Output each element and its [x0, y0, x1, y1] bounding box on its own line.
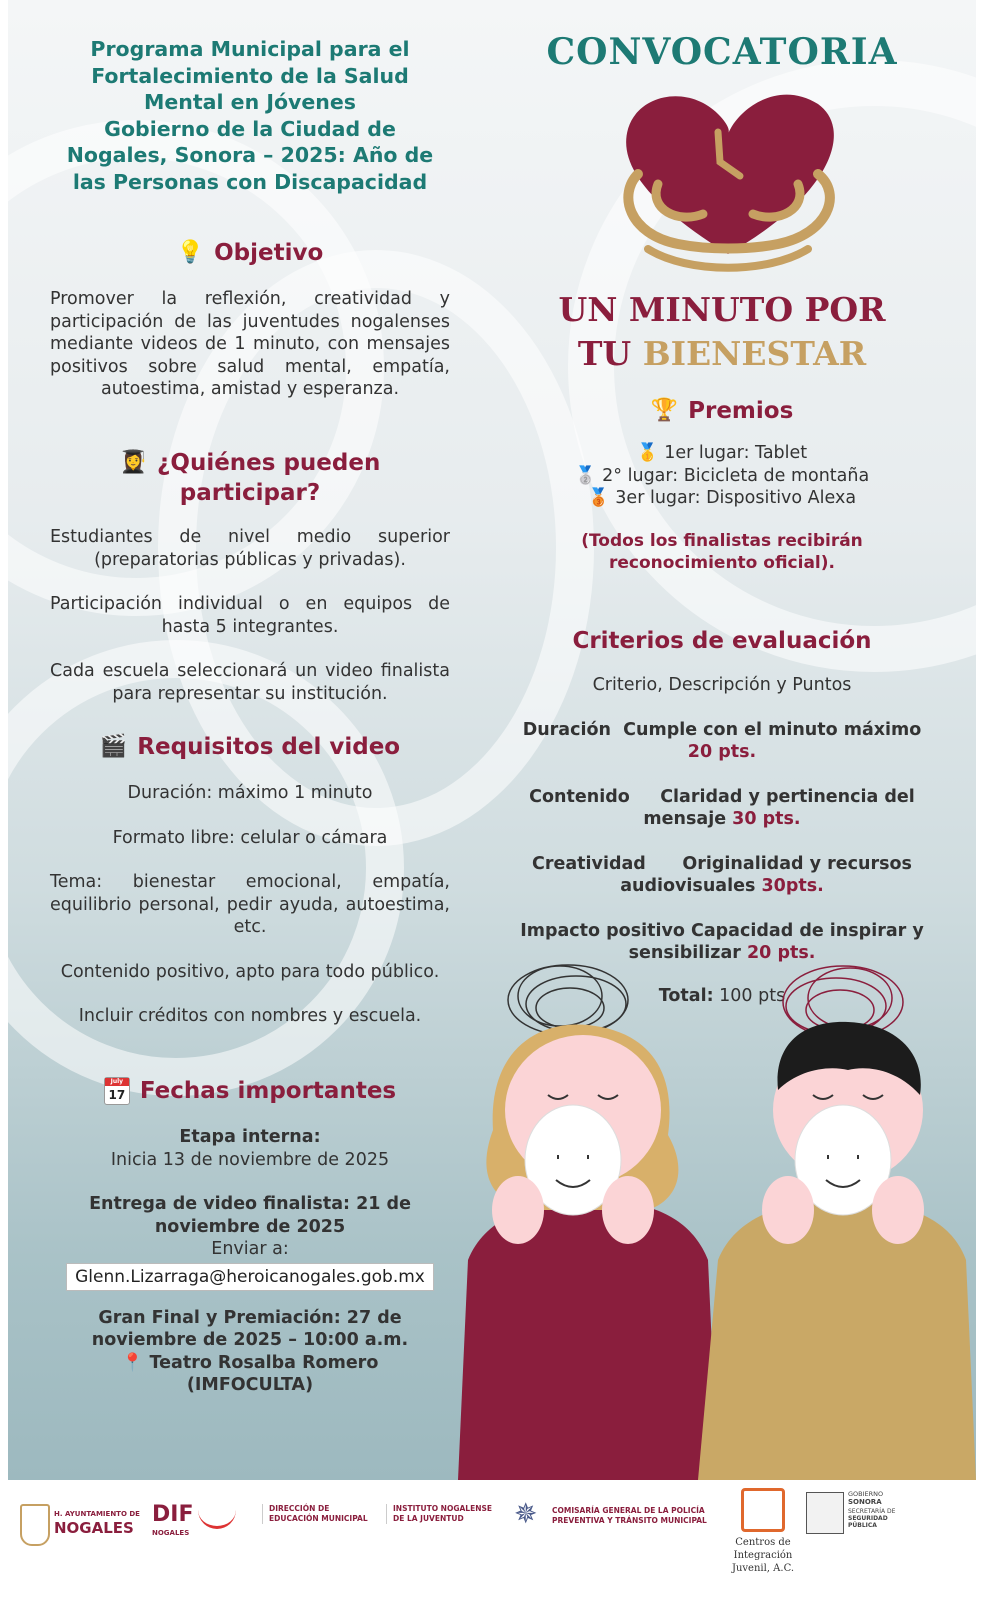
- premio-tercero: [494, 487, 950, 510]
- criterio-name: Creatividad: [532, 853, 646, 874]
- program-line: Programa Municipal para el: [90, 37, 410, 61]
- juventud-line1: INSTITUTO NOGALENSE: [393, 1504, 493, 1513]
- criterio-impacto: [494, 920, 950, 965]
- police-star-icon: ✵: [514, 1497, 538, 1530]
- policia-logo: [514, 1498, 724, 1538]
- footer-logos: [0, 1480, 984, 1600]
- requisito-formato: Formato libre: celular o cámara: [112, 827, 388, 848]
- criterios-subtitle: Criterio, Descripción y Puntos: [592, 675, 852, 695]
- dif-small: NOGALES: [152, 1529, 190, 1537]
- fechas-title: [50, 1076, 450, 1106]
- participantes-p1: Estudiantes de nivel medio superior (preparatorias públicas y privadas).: [50, 527, 450, 570]
- ayuntamiento-shield-icon: [20, 1504, 50, 1546]
- final-line2: noviembre de 2025 – 10:00 a.m.: [91, 1330, 409, 1350]
- cij-line2: Integración: [733, 1550, 793, 1561]
- policia-line1: COMISARÍA GENERAL DE LA POLICÍA: [552, 1506, 705, 1515]
- program-line: las Personas con Discapacidad: [72, 169, 428, 194]
- trophy-icon: 🏆: [650, 398, 679, 423]
- criterio-desc: Capacidad de inspirar y: [691, 920, 924, 941]
- sonora-line3: SECRETARÍA DE: [848, 1508, 896, 1515]
- entrega-line2: noviembre de 2025: [154, 1216, 346, 1237]
- criterio-creatividad: [494, 853, 950, 898]
- ayuntamiento-small: H. AYUNTAMIENTO DE: [54, 1510, 140, 1518]
- program-line: Nogales, Sonora – 2025: Año de: [66, 143, 434, 167]
- policia-line2: PREVENTIVA Y TRÁNSITO MUNICIPAL: [552, 1516, 707, 1525]
- student-icon: 👩‍🎓: [119, 450, 148, 475]
- program-line: Gobierno de la Ciudad de: [104, 116, 396, 141]
- campaign-line2-bienestar: BIENESTAR: [642, 334, 867, 373]
- premio-primero-text: 1er lugar: Tablet: [664, 443, 808, 463]
- sonora-line4: SEGURIDAD: [848, 1515, 888, 1522]
- sonora-shield-icon: [806, 1492, 844, 1534]
- criterio-desc: Originalidad y recursos: [682, 853, 912, 874]
- heart-hug-icon: [608, 84, 848, 280]
- sonora-line5: PÚBLICA: [848, 1522, 877, 1529]
- premio-tercero-text: 3er lugar: Dispositivo Alexa: [615, 488, 857, 508]
- criterio-name: Impacto positivo: [520, 920, 685, 941]
- criterio-duracion: [494, 719, 950, 764]
- premios-title-text: Premios: [688, 398, 794, 424]
- objetivo-text: Promover la reflexión, creatividad y participación de las juventudes nogalenses mediante videos de 1 minuto, con mensajes positivos sobre salud mental, empatía, autoestima, amistad y esperanza.: [50, 289, 450, 399]
- requisitos-title-text: Requisitos del video: [137, 734, 401, 760]
- participantes-title-line1: ¿Quiénes pueden: [157, 450, 381, 476]
- dif-text: DIF: [152, 1502, 194, 1527]
- criterio-desc: mensaje: [643, 809, 733, 829]
- criterio-desc: sensibilizar: [628, 943, 747, 963]
- program-line: Fortalecimiento de la Salud: [91, 63, 409, 88]
- lugar-name: Teatro Rosalba Romero: [149, 1352, 379, 1373]
- campaign-line1: UN MINUTO POR: [558, 290, 886, 329]
- objetivo-title-text: Objetivo: [214, 240, 324, 266]
- email-container: [50, 1263, 450, 1291]
- final-line1: Gran Final y Premiación: 27 de: [98, 1307, 402, 1328]
- email-link[interactable]: Glenn.Lizarraga@heroicanogales.gob.mx: [66, 1263, 434, 1291]
- cij-logo: [730, 1488, 796, 1592]
- campaign-title: [494, 288, 950, 376]
- educacion-logo: [262, 1504, 385, 1524]
- objetivo-title: [50, 238, 450, 268]
- educacion-line2: EDUCACIÓN MUNICIPAL: [269, 1514, 368, 1523]
- sonora-line2: SONORA: [848, 1498, 882, 1506]
- fechas-section: [50, 1076, 450, 1397]
- premios-nota-line1: (Todos los finalistas recibirán: [581, 530, 863, 551]
- premios-nota-line2: reconocimiento oficial).: [609, 553, 835, 573]
- sonora-line1: GOBIERNO: [848, 1490, 884, 1498]
- premios-nota: [494, 530, 950, 575]
- scribble-left: [508, 965, 628, 1035]
- lugar-line1: [50, 1352, 450, 1375]
- criterio-pts: 30 pts.: [732, 809, 801, 829]
- requisito-tema: Tema: bienestar emocional, empatía, equilibrio personal, pedir ayuda, autoestima, etc.: [50, 872, 450, 937]
- lightbulb-icon: 💡: [176, 240, 205, 265]
- campaign-line2-tu: TU: [577, 334, 643, 373]
- premios-title: [494, 396, 950, 426]
- criterio-desc: audiovisuales: [620, 876, 762, 896]
- gold-medal-icon: 🥇: [636, 443, 659, 463]
- entrega-line1: Entrega de video finalista: 21 de: [89, 1194, 411, 1214]
- lugar-line2: (IMFOCULTA): [186, 1375, 314, 1395]
- calendar-icon: [104, 1077, 130, 1105]
- clapperboard-icon: 🎬: [99, 734, 128, 759]
- criterio-desc: Claridad y pertinencia del: [660, 786, 915, 807]
- convocatoria-header: [494, 30, 950, 74]
- total-label: Total:: [658, 985, 714, 1006]
- requisitos-section: [50, 732, 450, 1028]
- youth-mask-illustration: [448, 960, 976, 1480]
- participantes-title: [50, 448, 450, 478]
- ayuntamiento-logo: [20, 1504, 140, 1548]
- enviar-label: Enviar a:: [211, 1239, 289, 1259]
- participantes-section: [50, 448, 450, 705]
- cij-emblem-icon: [741, 1488, 785, 1532]
- program-header: [50, 36, 450, 195]
- criterio-name: Duración: [522, 719, 611, 740]
- pin-icon: 📍: [121, 1352, 144, 1373]
- participantes-p3: Cada escuela seleccionará un video finalista para representar su institución.: [50, 661, 450, 704]
- requisito-contenido: Contenido positivo, apto para todo público.: [60, 961, 440, 982]
- criterio-pts: 20 pts.: [687, 742, 757, 762]
- cij-line3: Juvenil, A.C.: [731, 1563, 795, 1574]
- bronze-medal-icon: 🥉: [587, 488, 610, 508]
- criterio-contenido: [494, 786, 950, 831]
- poster: [8, 0, 976, 1480]
- educacion-line1: DIRECCIÓN DE: [269, 1504, 330, 1513]
- dif-logo: [152, 1502, 242, 1546]
- participantes-p2: Participación individual o en equipos de hasta 5 integrantes.: [50, 594, 450, 637]
- criterio-desc: Cumple con el minuto máximo: [623, 719, 922, 740]
- requisito-creditos: Incluir créditos con nombres y escuela.: [78, 1006, 422, 1026]
- juventud-logo: [386, 1504, 509, 1524]
- campaign-line2: [494, 332, 950, 376]
- etapa-label: Etapa interna:: [179, 1127, 321, 1147]
- fechas-title-text: Fechas importantes: [139, 1078, 397, 1104]
- ayuntamiento-big: NOGALES: [54, 1519, 134, 1537]
- premios-section: [494, 396, 950, 575]
- requisitos-title: [50, 732, 450, 762]
- requisito-duracion: Duración: máximo 1 minuto: [127, 783, 373, 803]
- objetivo-section: [50, 238, 450, 401]
- criterio-pts: 20 pts.: [747, 943, 816, 963]
- participantes-title-line2: participar?: [179, 480, 321, 506]
- criterio-name: Contenido: [529, 786, 630, 807]
- silver-medal-icon: 🥈: [574, 465, 597, 486]
- premio-primero: [494, 442, 950, 465]
- cij-line1: Centros de: [735, 1537, 791, 1548]
- premio-segundo-text: 2° lugar: Bicicleta de montaña: [602, 465, 870, 486]
- criterio-pts: 30pts.: [761, 876, 824, 896]
- dif-family-icon: [198, 1508, 236, 1529]
- juventud-line2: DE LA JUVENTUD: [393, 1514, 464, 1523]
- etapa-value: Inicia 13 de noviembre de 2025: [110, 1149, 390, 1170]
- calendar-month: July: [105, 1078, 129, 1086]
- criterios-section: [494, 626, 950, 1007]
- sonora-logo: [806, 1488, 906, 1538]
- calendar-day: 17: [108, 1088, 126, 1102]
- criterios-title: Criterios de evaluación: [572, 628, 872, 654]
- convocatoria-title: CONVOCATORIA: [546, 31, 898, 73]
- total-value: 100 pts: [713, 985, 786, 1006]
- premio-segundo: [494, 465, 950, 488]
- program-line: Mental en Jóvenes: [143, 90, 356, 114]
